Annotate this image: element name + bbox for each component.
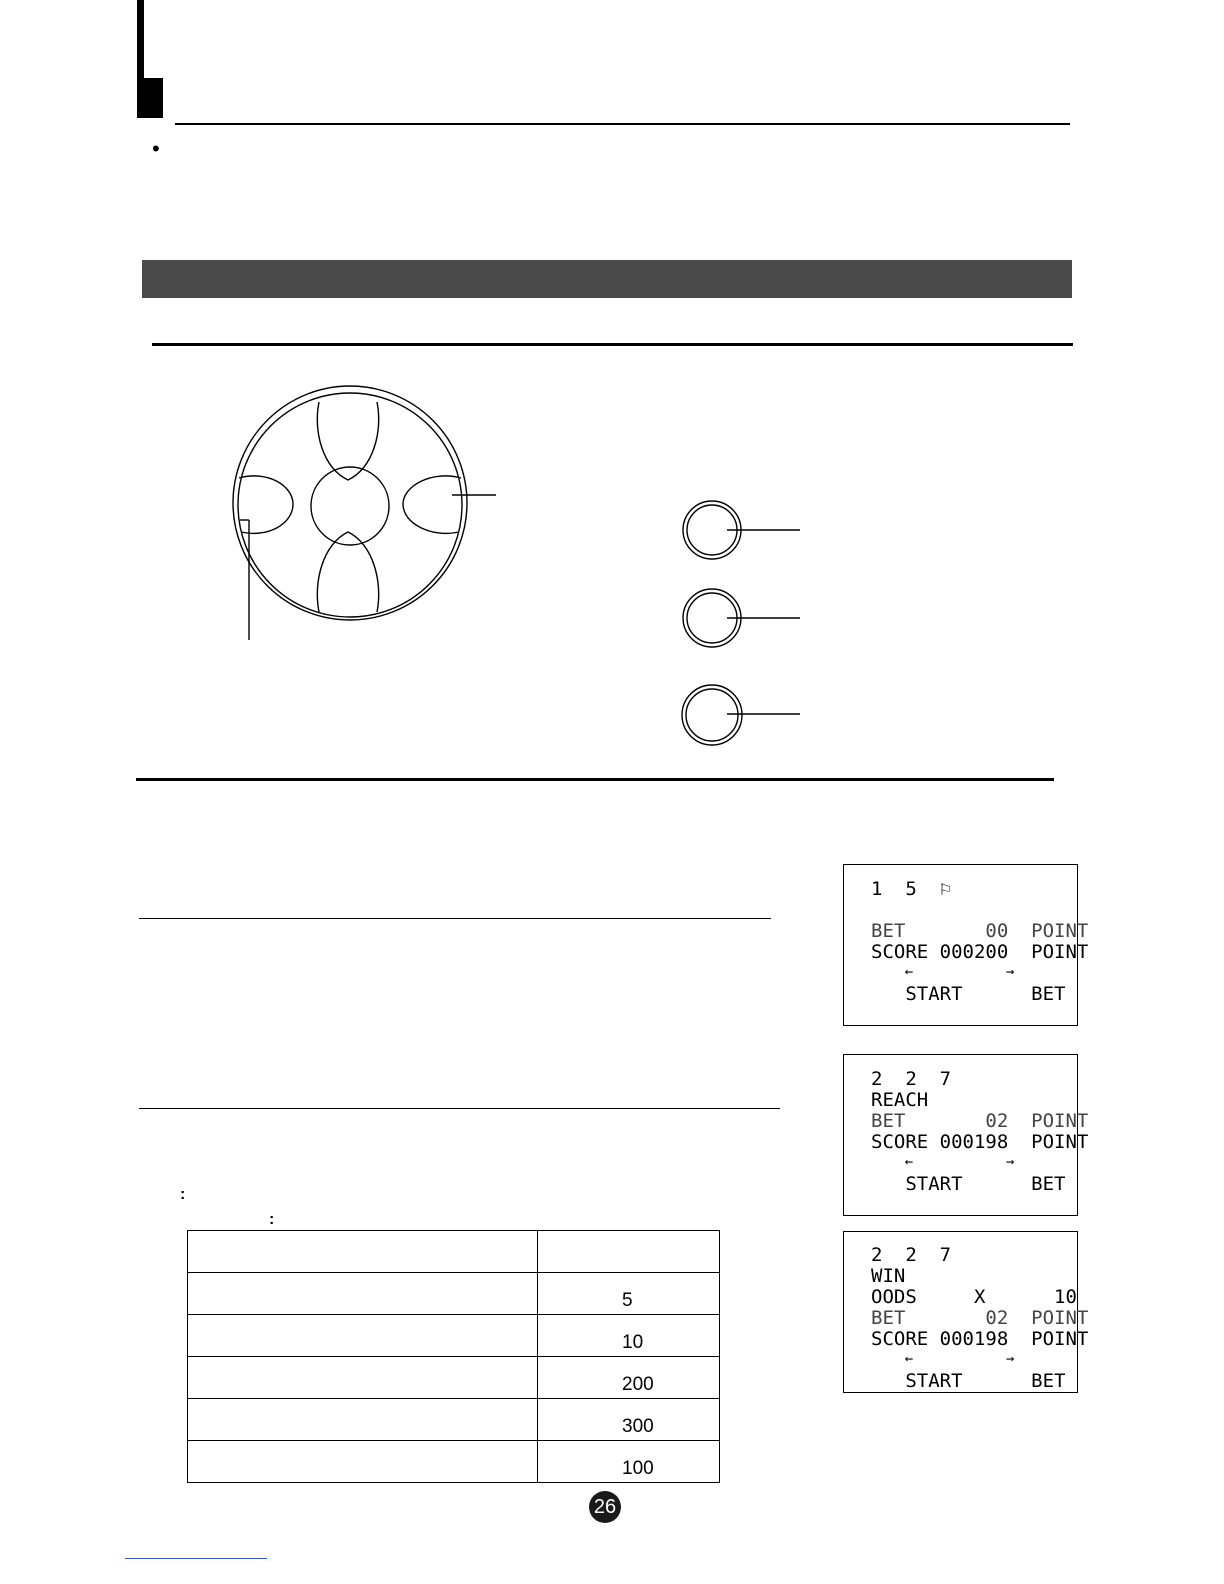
table-cell-label — [188, 1399, 538, 1441]
screen-line: 2 2 7 — [871, 1244, 952, 1266]
direction-pad — [233, 386, 467, 620]
down-arrow-key — [317, 532, 378, 612]
paragraph-rule-1 — [139, 918, 771, 919]
round-button-3 — [682, 685, 742, 745]
table-cell-value: 100 — [538, 1441, 720, 1483]
game-screen-start — [843, 864, 1089, 1026]
page-number-badge: 26 — [589, 1491, 621, 1523]
left-arrow-key — [239, 476, 293, 534]
table-caption-colon-1: : — [180, 1186, 186, 1203]
table-row — [188, 1357, 720, 1399]
screen-line: START BET — [871, 983, 1066, 1005]
table-cell-label — [188, 1357, 538, 1399]
direction-pad-outer-ring — [233, 386, 467, 620]
remote-controls-diagram — [0, 370, 1224, 770]
screen-line: 2 2 7 — [871, 1068, 952, 1090]
table-cell-value: 200 — [538, 1357, 720, 1399]
game-screen-reach — [843, 1054, 1089, 1216]
screen-line: ← → — [871, 1351, 1015, 1367]
table-cell-label — [188, 1231, 538, 1273]
table-row — [188, 1231, 720, 1273]
right-arrow-key — [403, 476, 461, 534]
table-cell-value: 5 — [538, 1273, 720, 1315]
table-row — [188, 1441, 720, 1483]
game-screen-win — [843, 1231, 1089, 1393]
section-heading-bar — [142, 260, 1072, 298]
table-cell-value: 300 — [538, 1399, 720, 1441]
direction-pad-inner-ring — [238, 393, 462, 617]
table-row — [188, 1315, 720, 1357]
header-corner-block — [137, 78, 163, 118]
screen-line: ← → — [871, 964, 1015, 980]
table-cell-label — [188, 1273, 538, 1315]
score-table — [187, 1230, 720, 1483]
screen-line: SCORE 000198 POINT — [871, 1328, 1089, 1350]
screen-line: 1 5 ⚐ — [871, 878, 952, 900]
screen-line: BET 00 POINT — [871, 920, 1089, 942]
screen-line: ← → — [871, 1154, 1015, 1170]
footer-link-underline — [125, 1558, 267, 1559]
screen-line: SCORE 000198 POINT — [871, 1131, 1089, 1153]
screen-line: WIN — [871, 1265, 906, 1287]
diagram-bottom-rule — [136, 778, 1054, 781]
table-cell-value: 10 — [538, 1315, 720, 1357]
screen-line: START BET — [871, 1173, 1066, 1195]
table-row — [188, 1399, 720, 1441]
section-rule — [152, 343, 1073, 346]
table-cell-value — [538, 1231, 720, 1273]
table-row — [188, 1273, 720, 1315]
up-arrow-key — [317, 402, 378, 480]
screen-line: BET 02 POINT — [871, 1110, 1089, 1132]
paragraph-rule-2 — [139, 1108, 780, 1109]
bullet-point: • — [152, 136, 160, 161]
screen-line: REACH — [871, 1089, 929, 1111]
table-caption-colon-2: : — [269, 1211, 275, 1228]
screen-line: BET 02 POINT — [871, 1307, 1089, 1329]
table-cell-label — [188, 1315, 538, 1357]
table-cell-label — [188, 1441, 538, 1483]
screen-line: OODS X 10 — [871, 1286, 1077, 1308]
screen-line: START BET — [871, 1370, 1066, 1392]
screen-line: SCORE 000200 POINT — [871, 941, 1089, 963]
header-rule — [175, 123, 1070, 125]
